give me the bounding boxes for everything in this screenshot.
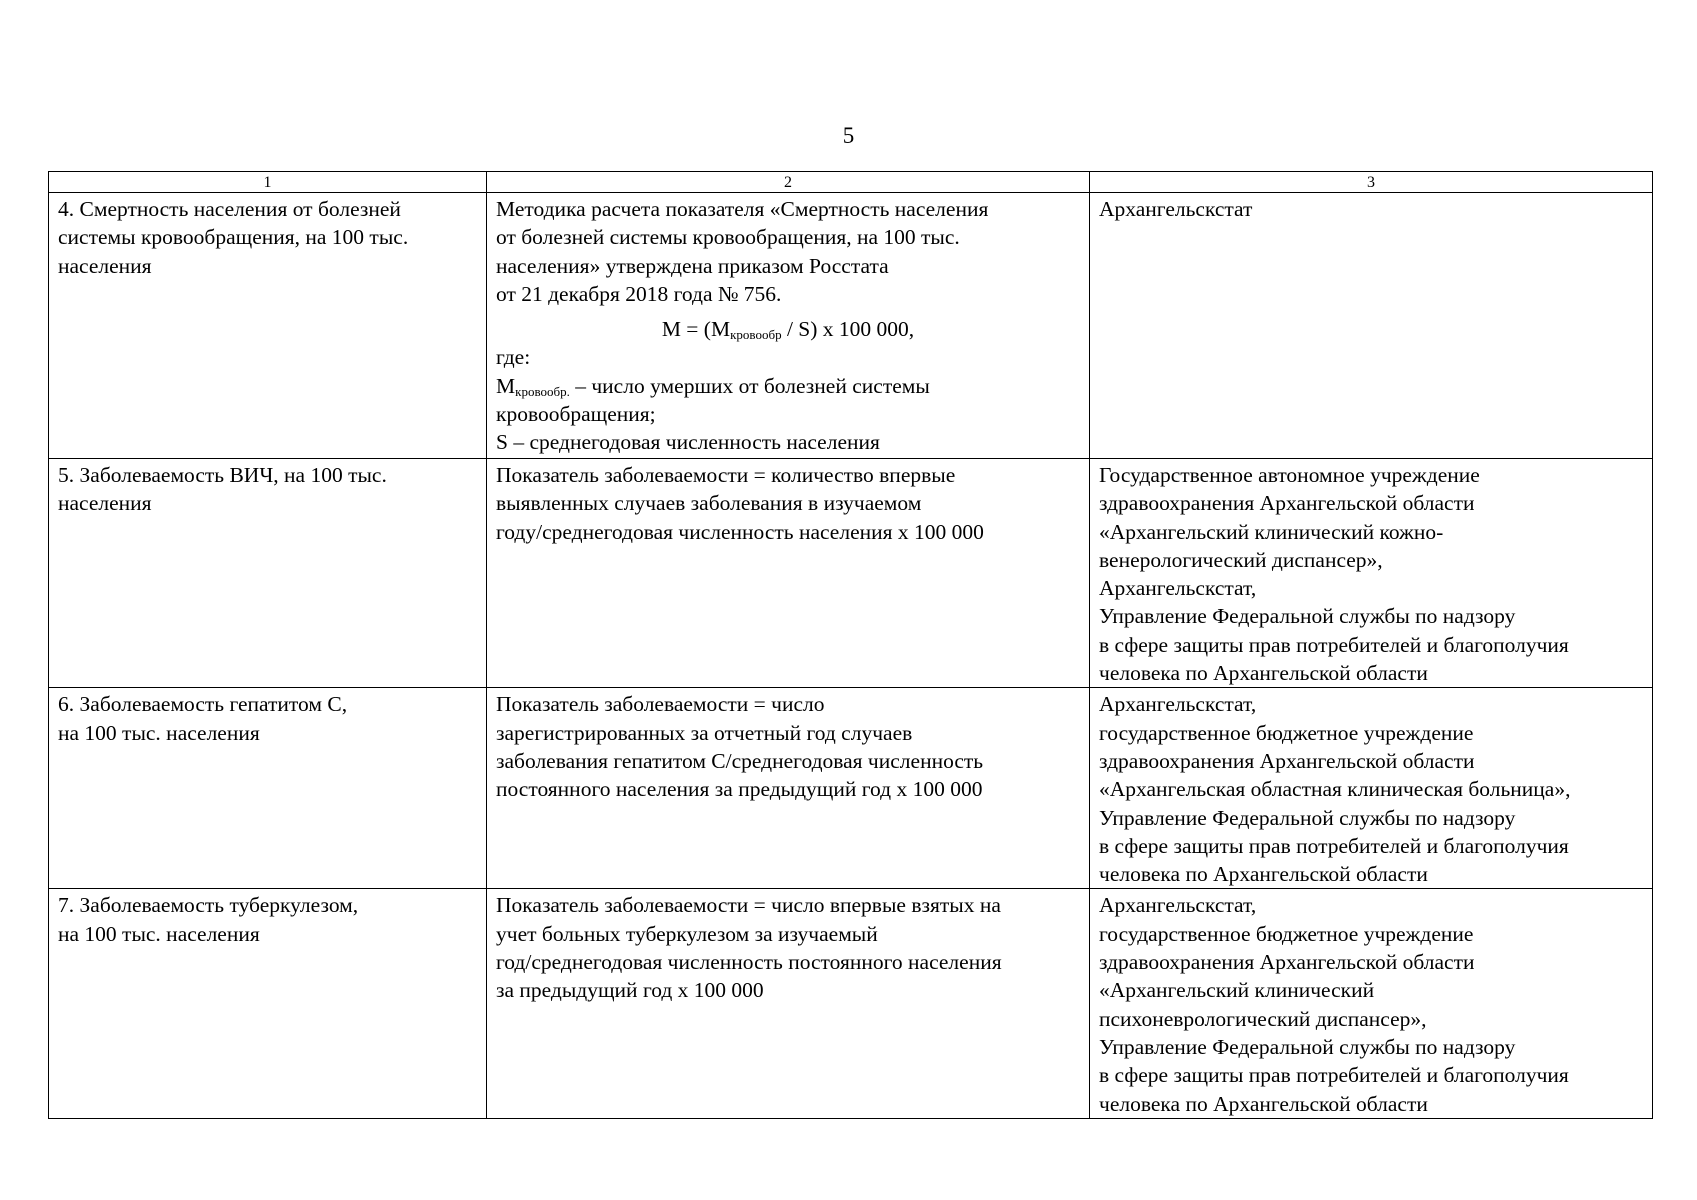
indicator-line: 7. Заболеваемость туберкулезом, (58, 893, 359, 918)
source-line: человека по Архангельской области (1099, 1091, 1428, 1116)
source-line: здравоохранения Архангельской области (1099, 748, 1475, 773)
indicator-line: населения (58, 253, 152, 278)
method-line: Методика расчета показателя «Смертность населения (496, 197, 989, 221)
indicator-line: 6. Заболеваемость гепатитом С, (58, 692, 348, 717)
method-line: Показатель заболеваемости = количество впервые (496, 463, 956, 487)
source-line: Государственное автономное учреждение (1099, 463, 1480, 487)
indicator-cell (49, 193, 487, 459)
table-row (49, 889, 1653, 1118)
definition-subscript: кровообр. (515, 383, 570, 399)
method-line: за предыдущий год x 100 000 (496, 978, 764, 1003)
method-line: заболевания гепатитом С/среднегодовая численность (496, 748, 984, 773)
formula-definition (496, 372, 1080, 400)
method-line: населения» утверждена приказом Росстата (496, 253, 889, 278)
source-line: Управление Федеральной службы по надзору (1099, 1034, 1516, 1059)
method-line: Показатель заболеваемости = число впервые взятых на (496, 893, 1001, 918)
formula-subscript: кровообр (730, 327, 782, 343)
table-row (49, 193, 1653, 459)
source-line: человека по Архангельской области (1099, 862, 1428, 887)
method-line: от 21 декабря 2018 года № 756. (496, 281, 782, 306)
method-cell (487, 193, 1090, 459)
table-row (49, 459, 1653, 688)
indicators-table (48, 171, 1653, 1119)
source-line: Архангельскстат, (1099, 893, 1257, 918)
column-header-3: 3 (1090, 172, 1653, 193)
formula-suffix: / S) x 100 000, (781, 317, 915, 342)
source-line: «Архангельская областная клиническая больница», (1099, 777, 1571, 802)
definition-symbol: M (496, 373, 516, 398)
source-line: «Архангельский клинический (1099, 978, 1375, 1003)
source-cell (1090, 688, 1653, 889)
source-line: здравоохранения Архангельской области (1099, 491, 1475, 516)
source-line: государственное бюджетное учреждение (1099, 921, 1474, 946)
source-line: Управление Федеральной службы по надзору (1099, 604, 1516, 629)
formula-definition-cont: кровообращения; (496, 402, 656, 427)
source-cell (1090, 459, 1653, 688)
source-line: человека по Архангельской области (1099, 661, 1428, 686)
source-cell (1090, 889, 1653, 1118)
method-cell (487, 688, 1090, 889)
page-number: 5 (842, 123, 855, 148)
formula (496, 315, 1080, 343)
method-line: году/среднегодовая численность населения x 100 000 (496, 519, 984, 544)
method-cell (487, 459, 1090, 688)
formula-where: где: (496, 345, 531, 370)
method-line: Показатель заболеваемости = число (496, 692, 825, 717)
indicator-line: 5. Заболеваемость ВИЧ, на 100 тыс. (58, 463, 387, 487)
indicator-cell (49, 459, 487, 688)
source-line: Архангельскстат, (1099, 692, 1257, 717)
indicator-line: на 100 тыс. населения (58, 720, 260, 745)
source-line: государственное бюджетное учреждение (1099, 720, 1474, 745)
method-cell (487, 889, 1090, 1118)
table-header-row (49, 172, 1653, 193)
indicator-line: населения (58, 491, 152, 516)
indicator-cell (49, 889, 487, 1118)
source-line: венерологический диспансер», (1099, 547, 1383, 572)
definition-text: – число умерших от болезней системы (569, 373, 930, 398)
indicator-line: 4. Смертность населения от болезней (58, 197, 401, 221)
source-line: Архангельскстат, (1099, 576, 1257, 601)
method-line: постоянного населения за предыдущий год x 100 000 (496, 777, 983, 802)
source-line: в сфере защиты прав потребителей и благополучия (1099, 1063, 1569, 1088)
indicator-line: системы кровообращения, на 100 тыс. (58, 225, 409, 250)
method-line: выявленных случаев заболевания в изучаемом (496, 491, 922, 516)
source-line: здравоохранения Архангельской области (1099, 950, 1475, 975)
source-line: в сфере защиты прав потребителей и благополучия (1099, 632, 1569, 657)
method-line: учет больных туберкулезом за изучаемый (496, 921, 878, 946)
source-cell (1090, 193, 1653, 459)
source-line: «Архангельский клинический кожно- (1099, 519, 1444, 544)
source-line: психоневрологический диспансер», (1099, 1006, 1427, 1031)
method-line: от болезней системы кровообращения, на 100 тыс. (496, 225, 960, 250)
method-line: зарегистрированных за отчетный год случаев (496, 720, 913, 745)
column-header-1: 1 (49, 172, 487, 193)
column-header-2: 2 (487, 172, 1090, 193)
indicator-line: на 100 тыс. населения (58, 921, 260, 946)
method-line: год/среднегодовая численность постоянного населения (496, 950, 1002, 975)
formula-definition: S – среднегодовая численность населения (496, 430, 880, 455)
source-line: Архангельскстат (1099, 197, 1253, 221)
formula-prefix: M = (M (661, 317, 731, 342)
source-line: в сфере защиты прав потребителей и благополучия (1099, 833, 1569, 858)
source-line: Управление Федеральной службы по надзору (1099, 805, 1516, 830)
table-row (49, 688, 1653, 889)
indicator-cell (49, 688, 487, 889)
